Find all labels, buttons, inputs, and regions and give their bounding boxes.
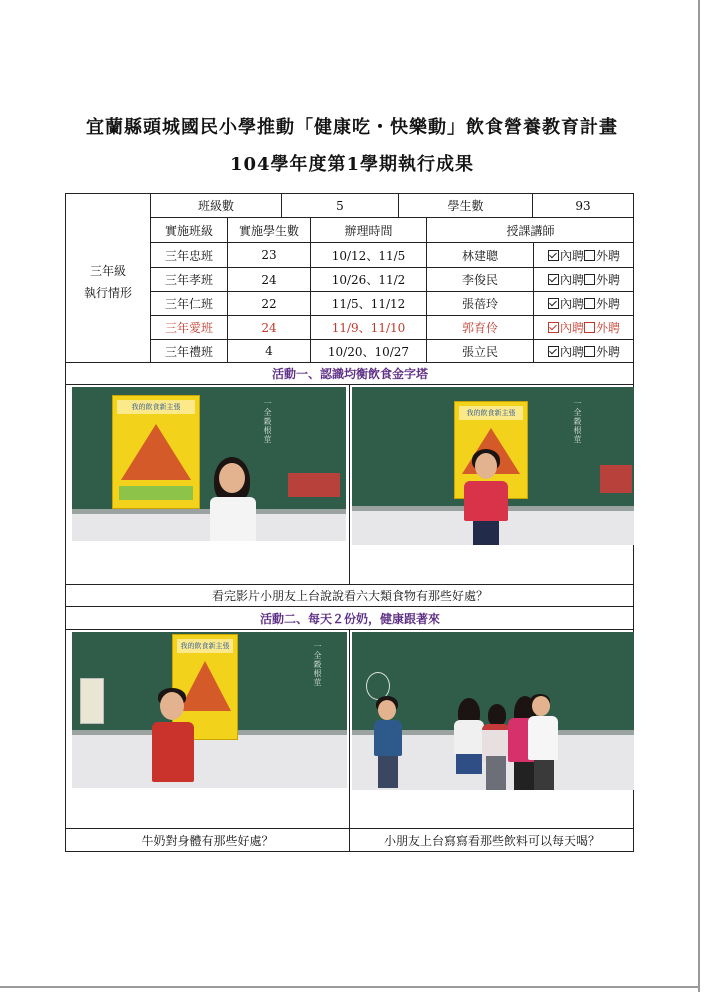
poster-heading: 我的飲食新主張 [459, 406, 523, 420]
internal-label: 內聘 [559, 321, 584, 335]
wall [72, 514, 346, 541]
header-class: 實施班級 [164, 223, 213, 238]
chalk-writing: 一全穀根莖 [263, 399, 272, 444]
wall [72, 735, 347, 788]
row-class: 三年禮班 [164, 344, 213, 359]
internal-checkbox[interactable] [548, 298, 559, 309]
external-checkbox[interactable] [584, 346, 595, 357]
grade-label-line1: 三年級 [89, 264, 126, 278]
col-line [349, 629, 350, 852]
grade-label-line2: 執行情形 [83, 286, 132, 300]
activity2-title: 活動二、每天２份奶，健康跟著來 [259, 611, 440, 626]
internal-label: 內聘 [559, 297, 584, 311]
wall-display [600, 465, 632, 493]
row-teacher: 張立民 [461, 344, 498, 359]
small-poster [80, 678, 104, 724]
row-students: 23 [261, 248, 277, 262]
row-students: 22 [261, 296, 277, 311]
external-label: 外聘 [596, 344, 621, 359]
document-subtitle: 104學年度第1學期執行成果 [229, 154, 475, 175]
row-period: 11/9、11/10 [331, 321, 406, 335]
internal-checkbox[interactable] [548, 346, 559, 357]
external-checkbox[interactable] [584, 298, 595, 309]
row-class: 三年愛班 [164, 321, 213, 335]
row-hire-type [534, 268, 634, 291]
food-pyramid-graphic [179, 661, 231, 711]
activity1-title: 活動一、認識均衡飲食金字塔 [271, 367, 428, 381]
poster-band [119, 486, 193, 500]
internal-checkbox[interactable] [548, 250, 559, 261]
row-teacher: 林建聰 [461, 248, 498, 263]
external-checkbox[interactable] [584, 322, 595, 333]
food-pyramid-poster [112, 395, 200, 509]
row-period: 11/5、11/12 [331, 297, 406, 311]
student-count-value: 93 [575, 198, 591, 213]
class-count-label: 班級數 [197, 199, 234, 213]
row-class: 三年孝班 [164, 273, 213, 287]
wall-display [288, 473, 340, 497]
row-students: 24 [261, 272, 277, 287]
internal-checkbox[interactable] [548, 322, 559, 333]
external-checkbox[interactable] [584, 250, 595, 261]
external-label: 外聘 [596, 273, 621, 287]
row-teacher: 郭育伶 [461, 321, 498, 335]
activity2-photo-left [72, 632, 347, 788]
external-label: 外聘 [596, 321, 621, 335]
internal-label: 內聘 [559, 273, 584, 287]
activity2-caption-left: 牛奶對身體有那些好處？ [141, 834, 274, 848]
row-teacher: 李俊民 [461, 273, 498, 287]
chalk-writing: 一全穀根莖 [313, 642, 322, 687]
activity2-caption-right: 小朋友上台寫寫看那些飲料可以每天喝？ [383, 834, 600, 848]
internal-checkbox[interactable] [548, 274, 559, 285]
row-period: 10/12、11/5 [331, 248, 406, 263]
grade-label [66, 260, 150, 304]
chalk-writing: 一全穀根莖 [573, 399, 582, 444]
external-label: 外聘 [596, 297, 621, 311]
row-hire-type [534, 243, 634, 267]
document-title: 宜蘭縣頭城國民小學推動「健康吃・快樂動」飲食營養教育計畫 [86, 117, 618, 138]
food-pyramid-graphic [121, 424, 191, 480]
row-hire-type [534, 292, 634, 315]
student-count-label: 學生數 [447, 199, 484, 213]
poster-heading: 我的飲食新主張 [177, 639, 233, 653]
external-label: 外聘 [596, 248, 621, 263]
row-students: 24 [261, 320, 277, 335]
row-class: 三年仁班 [164, 297, 213, 311]
internal-label: 內聘 [559, 344, 584, 359]
row-hire-type [534, 340, 634, 362]
row-class: 三年忠班 [164, 248, 213, 263]
activity1-photo-left [72, 387, 346, 541]
page-edge-bottom [0, 986, 700, 988]
class-count-value: 5 [336, 198, 344, 213]
poster-heading: 我的飲食新主張 [117, 400, 195, 414]
header-students: 實施學生數 [238, 223, 299, 238]
page-edge-right [698, 0, 700, 992]
row-hire-type [534, 316, 634, 339]
row-period: 10/26、11/2 [331, 273, 406, 287]
row-students: 4 [265, 344, 273, 358]
external-checkbox[interactable] [584, 274, 595, 285]
internal-label: 內聘 [559, 248, 584, 263]
activity1-photo-right [352, 387, 634, 545]
activity1-caption: 看完影片小朋友上台說說看六大類食物有那些好處？ [211, 589, 488, 603]
activity2-photo-right [352, 632, 634, 790]
header-teacher: 授課講師 [506, 223, 555, 238]
row-period: 10/20、10/27 [327, 344, 410, 359]
header-period: 辦理時間 [344, 223, 393, 238]
row-teacher: 張蓓玲 [461, 297, 498, 311]
col-line [349, 384, 350, 584]
